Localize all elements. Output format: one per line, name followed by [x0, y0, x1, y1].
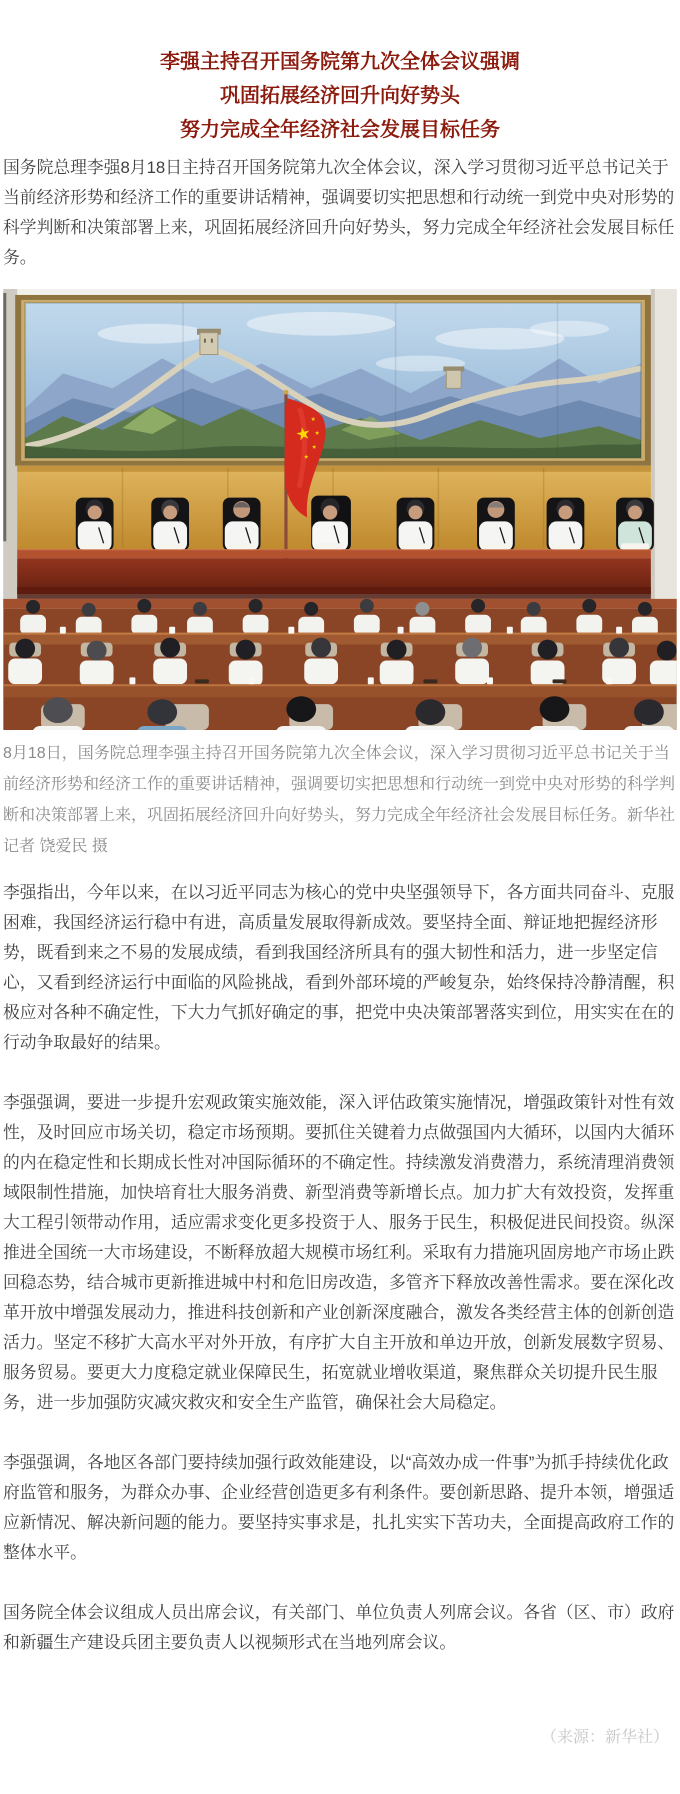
title-line-2: 巩固拓展经济回升向好势头	[220, 85, 460, 107]
source-credit: （来源：新华社）	[540, 1729, 669, 1746]
great-wall-painting	[15, 295, 651, 466]
meeting-photo-figure	[3, 289, 677, 862]
watch-tower-small-icon	[443, 366, 464, 388]
watch-tower-icon	[197, 329, 221, 355]
paragraph-admin-efficiency: 李强强调，各地区各部门要持续加强行政效能建设，以“高效办成一件事”为抓手持续优化政府监管和服务，为群众办事、企业经营创造更多有利条件。要创新思路、提升本领，增强适应新情况、解决新问题的能力。要坚持实事求是，扎扎实实下苦功夫，全面提高政府工作的整体水平。	[3, 1453, 675, 1562]
paragraph-policy-measures: 李强强调，要进一步提升宏观政策实施效能，深入评估政策实施情况，增强政策针对性有效性，及时回应市场关切，稳定市场预期。要抓住关键着力点做强国内大循环，以国内大循环的内在稳定性和长期成长性对冲国际循环的不确定性。持续激发消费潜力，系统清理消费领域限制性措施，加快培育壮大服务消费、新型消费等新增长点。加力扩大有效投资，发挥重大工程引领带动作用，适应需求变化更多投资于人、服务于民生，积极促进民间投资。纵深推进全国统一大市场建设，不断释放超大规模市场红利。采取有力措施巩固房地产市场止跌回稳态势，结合城市更新推进城中村和危旧房改造，多管齐下释放改善性需求。要在深化改革开放中增强发展动力，推进科技创新和产业创新深度融合，激发各类经营主体的创新创造活力。坚定不移扩大高水平对外开放，有序扩大自主开放和单边开放，创新发展数字贸易、服务贸易。要更大力度稳定就业保障民生，拓宽就业增收渠道，聚焦群众关切提升民生服务，进一步加强防灾减灾救灾和安全生产监管，确保社会大局稳定。	[3, 1093, 675, 1412]
news-article	[3, 45, 677, 1748]
paragraph-intro: 国务院总理李强8月18日主持召开国务院第九次全体会议，深入学习贯彻习近平总书记关于当前经济形势和经济工作的重要讲话精神，强调要切实把思想和行动统一到党中央对形势的科学判断和决策部署上来，巩固拓展经济回升向好势头，努力完成全年经济社会发展目标任务。	[3, 158, 675, 267]
article-title	[3, 45, 677, 147]
title-line-1: 李强主持召开国务院第九次全体会议强调	[160, 51, 520, 73]
photo-caption: 8月18日，国务院总理李强主持召开国务院第九次全体会议，深入学习贯彻习近平总书记关于当前经济形势和经济工作的重要讲话精神，强调要切实把思想和行动统一到党中央对形势的科学判断和决策部署上来，巩固拓展经济回升向好势头，努力完成全年经济社会发展目标任务。新华社记者 饶爱民 摄	[3, 745, 676, 855]
title-line-3: 努力完成全年经济社会发展目标任务	[180, 119, 500, 141]
meeting-photo[interactable]	[3, 289, 677, 730]
paragraph-attendees: 国务院全体会议组成人员出席会议，有关部门、单位负责人列席会议。各省（区、市）政府和新疆生产建设兵团主要负责人以视频形式在当地列席会议。	[3, 1603, 675, 1652]
paragraph-li-qiang-pointed-out: 李强指出，今年以来，在以习近平同志为核心的党中央坚强领导下，各方面共同奋斗、克服困难，我国经济运行稳中有进，高质量发展取得新成效。要坚持全面、辩证地把握经济形势，既看到来之不易的发展成绩，看到我国经济所具有的强大韧性和活力，进一步坚定信心，又看到经济运行中面临的风险挑战，看到外部环境的严峻复杂，始终保持冷静清醒，积极应对各种不确定性，下大力气抓好确定的事，把党中央决策部署落实到位，用实实在在的行动争取最好的结果。	[3, 883, 675, 1052]
audience-rows	[3, 599, 677, 730]
